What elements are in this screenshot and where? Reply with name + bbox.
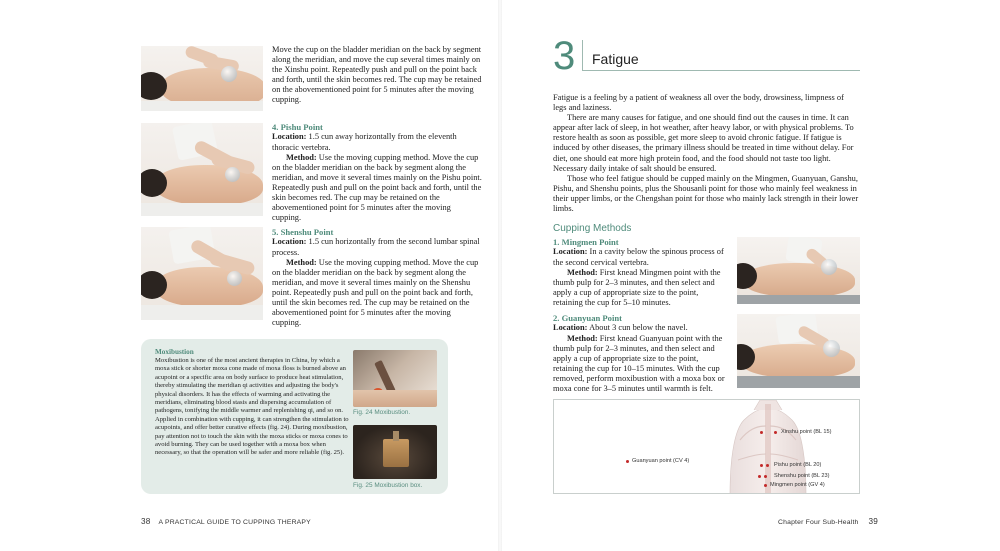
- shenshu-section: [272, 227, 482, 328]
- guanyuan-location-text: About 3 cun below the navel.: [587, 323, 688, 333]
- shenshu-label: Shenshu point (BL 23): [774, 473, 830, 479]
- left-page-number: 38: [141, 517, 151, 526]
- pishu-location: [272, 132, 482, 152]
- xinshu-dot-2: [774, 431, 777, 434]
- pishu-dot: [760, 464, 763, 467]
- mingmen-location-label: Location:: [553, 247, 588, 257]
- intro-text: Move the cup on the bladder meridian on the back by segment along the meridian, and move the cup several times mainly on the Xinshu point. Repeatedly push and pull on the point back and forth, until the skin becomes red. The cup may be retained on the abovementioned point for 5 minutes after the moving cupping.: [272, 45, 482, 105]
- guanyuan-method: [553, 334, 729, 395]
- moxibustion-sidebar: [141, 339, 448, 494]
- cupping-photo-1: [141, 46, 263, 111]
- guanyuan-cupping-photo: [737, 314, 860, 388]
- chapter-footer-label: Chapter Four Sub-Health: [778, 519, 859, 526]
- fig-25-caption: Fig. 25 Moxibustion box.: [353, 482, 423, 489]
- moxibustion-text: Moxibustion is one of the most ancient therapies in China, by which a moxa stick or shorter moxa cone made of moxa floss is burned above an acupoint or a specific area on body surface to produce heat stimulation, thereby stimulating the meridian qi activities and adjusting the body's physical disorders. It has the effects of warming and activating the meridians, eliminating blood stasis and dispersing accumulation of pathogens, tonifying the middle warmer and replenishing qi, and so on. Applied in combination with cupping, it can strengthen the stimulation to acupoints, and offer better curative effects (fig. 24). During moxibustion, pay attention not to touch the skin with the moxa sticks or moxa cones to avoid burning. They can be used together with a moxa box when necessary, so that the operation will be safer and more reliable (fig. 25).: [155, 357, 349, 457]
- cupping-photo-2: [141, 123, 263, 216]
- mingmen-location: [553, 247, 729, 267]
- shenshu-dot: [758, 475, 761, 478]
- pishu-heading: 4. Pishu Point: [272, 122, 323, 132]
- mingmen-method: [553, 268, 729, 308]
- shenshu-heading: 5. Shenshu Point: [272, 227, 334, 237]
- mingmen-section: [553, 237, 729, 308]
- moxibustion-text-block: [155, 348, 351, 458]
- mingmen-dot: [764, 484, 767, 487]
- guanyuan-section: [553, 313, 729, 394]
- fig-24-caption: Fig. 24 Moxibustion.: [353, 409, 411, 416]
- guanyuan-method-label: Method:: [567, 333, 598, 343]
- pishu-method: [272, 153, 482, 224]
- acupoint-diagram: [553, 399, 860, 494]
- skin-area: [353, 390, 437, 407]
- right-footer: [778, 517, 878, 526]
- cupping-photo-3: [141, 227, 263, 320]
- chapter-title: Fatigue: [592, 51, 639, 67]
- left-footer: [141, 517, 311, 526]
- guanyuan-location: [553, 323, 729, 333]
- shenshu-location: [272, 237, 482, 257]
- shenshu-location-text: 1.5 cun horizontally from the second lumbar spinal process.: [272, 237, 480, 257]
- guanyuan-location-label: Location:: [553, 323, 588, 333]
- shenshu-dot-2: [764, 475, 767, 478]
- moxa-box-handle: [393, 431, 399, 441]
- fatigue-paragraph-2: There are many causes for fatigue, and one should find out the causes in time. It can appear after lack of sleep, in hot weather, after heavy labor, or with physical problems. To restore health as soon as possible, get more sleep to avoid chronic fatigue. If fatigue is induced by other diseases, the primary illness should be treated in time without delay. For diet, one should eat more high protein food, and the food should not taste too light. Necessary daily intake of salt should be ensured.: [553, 113, 854, 173]
- pishu-location-text: 1.5 cun away horizontally from the eleventh thoracic vertebra.: [272, 132, 457, 152]
- moxibustion-box-photo: [353, 425, 437, 479]
- mingmen-cupping-photo: [737, 237, 860, 304]
- book-gutter: [498, 0, 502, 551]
- mingmen-label: Mingmen point (GV 4): [770, 482, 825, 488]
- xinshu-label: Xinshu point (BL 15): [781, 429, 832, 435]
- chapter-rule: [582, 70, 860, 71]
- mingmen-method-label: Method:: [567, 267, 598, 277]
- pishu-label: Pishu point (BL 20): [774, 462, 822, 468]
- right-page-number: 39: [868, 517, 879, 526]
- pishu-location-label: Location:: [272, 132, 307, 142]
- pishu-method-label: Method:: [286, 152, 317, 162]
- mingmen-location-text: In a cavity below the spinous process of the second cervical vertebra.: [553, 247, 724, 267]
- xinshu-dot: [760, 431, 763, 434]
- shenshu-method-text: Use the moving cupping method. Move the cup on the bladder meridian on the back by segment along the meridian, and move it several times mainly on the Shenshu point. Repeatedly push and pull on the point back and forth, until the skin becomes red. The cup may be retained on the abovementioned point for 5 minutes after the moving cupping.: [272, 257, 479, 328]
- intro-paragraph: [272, 45, 482, 106]
- shenshu-method: [272, 258, 482, 329]
- guanyuan-label: Guanyuan point (CV 4): [632, 458, 690, 464]
- moxibustion-heading: Moxibustion: [155, 348, 194, 356]
- shenshu-location-label: Location:: [272, 237, 307, 247]
- moxa-box-icon: [383, 439, 409, 467]
- pishu-section: [272, 122, 482, 223]
- chapter-divider-vertical: [582, 40, 583, 70]
- mingmen-method-text: First knead Mingmen point with the thumb pulp for 2–3 minutes, and then select and apply a cup of appropriate size to the point, retaining the cup for 5–10 minutes.: [553, 267, 721, 307]
- guanyuan-heading: 2. Guanyuan Point: [553, 313, 623, 323]
- chapter-number: 3: [553, 34, 576, 78]
- cupping-methods-heading: Cupping Methods: [553, 223, 632, 234]
- pishu-dot-2: [766, 464, 769, 467]
- fatigue-paragraph-1: Fatigue is a feeling by a patient of weakness all over the body, drowsiness, limpness of legs and laziness.: [553, 93, 844, 113]
- guanyuan-dot: [626, 460, 629, 463]
- fatigue-paragraph-3: Those who feel fatigue should be cupped mainly on the Mingmen, Guanyuan, Ganshu, Pishu, and Shenshu points, plus the Shousanli point for those who mainly feel weakness in their upper limbs, or the Chengshan point for those who mainly lack strength in their lower limbs.: [553, 173, 859, 214]
- pishu-method-text: Use the moving cupping method. Move the cup on the bladder meridian on the back by segment along the meridian, and move it several times mainly on the Pishu point. Repeatedly push and pull on the point back and forth, until the skin becomes red. The cup may be retained on the abovementioned point for 5 minutes after the moving cupping.: [272, 152, 482, 223]
- shenshu-method-label: Method:: [286, 257, 317, 267]
- fatigue-intro: [553, 93, 859, 214]
- moxibustion-photo: [353, 350, 437, 407]
- book-title: A PRACTICAL GUIDE TO CUPPING THERAPY: [158, 519, 311, 526]
- guanyuan-method-text: First knead Guanyuan point with the thumb pulp for 2–3 minutes, and then select and apply a cup of appropriate size to the point, retaining the cup for 10–15 minutes. With the cup removed, perform moxibustion with a moxa box or moxa cone for 3–5 minutes until warmth is felt.: [553, 333, 725, 393]
- torso-illustration: [554, 400, 860, 494]
- mingmen-heading: 1. Mingmen Point: [553, 237, 619, 247]
